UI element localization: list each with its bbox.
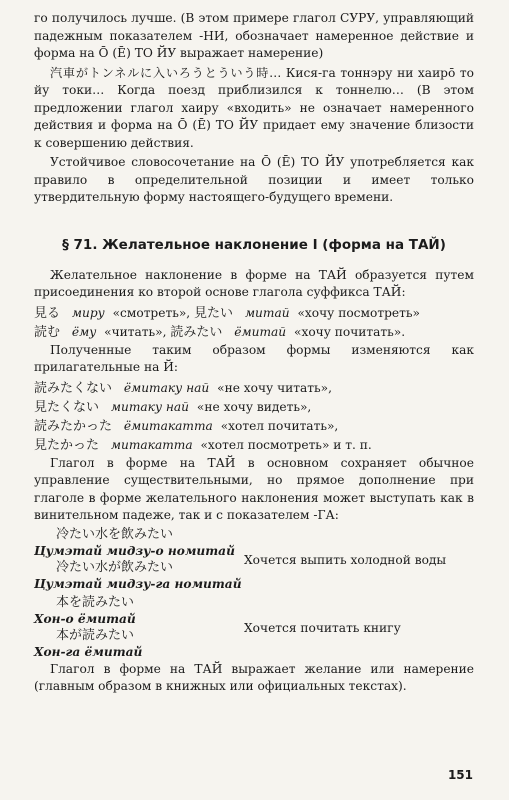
example-pair-sentences — [34, 595, 244, 661]
top-section — [34, 10, 474, 207]
example-translation: «читать», — [104, 324, 167, 339]
example-transliteration: митай — [244, 305, 290, 320]
example-transliteration: ёму — [71, 324, 97, 339]
section-heading: § 71. Желательное наклонение I (форма на ТАЙ) — [62, 236, 446, 253]
example-translation: «смотреть», — [112, 305, 191, 320]
page-number: 151 — [447, 768, 473, 782]
example-line — [34, 379, 474, 398]
paragraph-object: Глагол в форме на ТАЙ в основном сохраняет обычное управление существительными, но прямое дополнение при глаголе в форме желательного наклонения может выступать как в винительном падеже, так и с показателем -ГА: — [34, 455, 474, 522]
example-japanese: 本を読みたい — [56, 594, 135, 610]
example-list-1 — [34, 304, 474, 342]
paragraph-usage: Устойчивое словосочетание на Ō (Ē) ТО ЙУ употребляется как правило в определительной позиции и имеет только утвердительную форму настоящего-будущего времени. — [34, 155, 474, 204]
example-line — [34, 436, 474, 455]
paragraph-formed: Полученные таким образом формы изменяются как прилагательные на Й: — [34, 342, 474, 374]
example-transliteration: миру — [71, 305, 105, 320]
example-pair-water — [34, 527, 474, 593]
example-list-2 — [34, 379, 474, 455]
example-pair-meaning: Хочется выпить холодной воды — [244, 552, 447, 567]
example-transliteration: митаку най — [110, 399, 190, 414]
paragraph-continuation: го получилось лучше. (В этом примере глагол СУРУ, управляющий падежным показателем -НИ, обозначает намеренное действие и форма на Ō (Ē) ТО ЙУ выражает намерение) — [34, 11, 474, 60]
example-translation: «не хочу читать», — [217, 380, 333, 395]
example-transliteration: митакатта — [110, 437, 193, 452]
example-japanese: 見たい — [194, 305, 234, 321]
example-line — [34, 304, 474, 323]
example-transliteration: ёмитаку най — [123, 380, 210, 395]
example-japanese: 冷たい水が飲みたい — [56, 559, 174, 575]
example-japanese: 読みたくない — [34, 380, 113, 396]
example-line — [34, 417, 474, 436]
example-romanization: Цумэтай мидзу-о номитай — [34, 544, 235, 558]
example-pair-book — [34, 595, 474, 661]
example-transliteration: ёмитай — [234, 324, 287, 339]
example-romanization: Хон-га ёмитай — [34, 645, 143, 659]
example-pair-sentences — [34, 527, 244, 593]
book-page — [34, 10, 474, 698]
paragraph-intro: Желательное наклонение в форме на ТАЙ образуется путем присоединения ко второй основе глагола суффикса ТАЙ: — [34, 267, 474, 299]
example-translation: «хотел посмотреть» и т. п. — [200, 437, 372, 452]
paragraph-last: Глагол в форме на ТАЙ выражает желание или намерение (главным образом в книжных или официальных текстах). — [34, 661, 474, 693]
example-japanese: 冷たい水を飲みたい — [56, 526, 174, 542]
example-romanization: Цумэтай мидзу-га номитай — [34, 577, 242, 591]
example-romanization: Хон-о ёмитай — [34, 612, 136, 626]
example-japanese: 読みたい — [170, 324, 223, 340]
example-transliteration: ёмитакатта — [123, 418, 213, 433]
example-pair-meaning: Хочется почитать книгу — [244, 620, 401, 635]
example-japanese: 汽車がトンネルに入いろうとういう時… — [50, 65, 282, 80]
paragraph-example-kisya — [34, 65, 474, 153]
example-translation: «хотел почитать», — [220, 418, 339, 433]
example-explanation: Кися-га тоннэру ни хаиро̄ то йу токи… Когда поезд приблизился к тоннелю… (В этом предложении глагол хаиру «входить» не означает намеренного действия и форма на Ō (Ē) ТО ЙУ придает ему значение близости к совершению действия. — [34, 65, 475, 150]
example-japanese: 本が読みたい — [56, 627, 135, 643]
example-japanese: 見たかった — [34, 437, 100, 453]
example-translation: «не хочу видеть», — [196, 399, 312, 414]
example-translation: «хочу посмотреть» — [297, 305, 420, 320]
example-japanese: 見たくない — [34, 399, 100, 415]
example-japanese: 見る — [34, 305, 61, 321]
example-japanese: 読みたかった — [34, 418, 113, 434]
example-line — [34, 323, 474, 342]
example-translation: «хочу почитать». — [294, 324, 406, 339]
example-japanese: 読む — [34, 324, 61, 340]
example-line — [34, 398, 474, 417]
